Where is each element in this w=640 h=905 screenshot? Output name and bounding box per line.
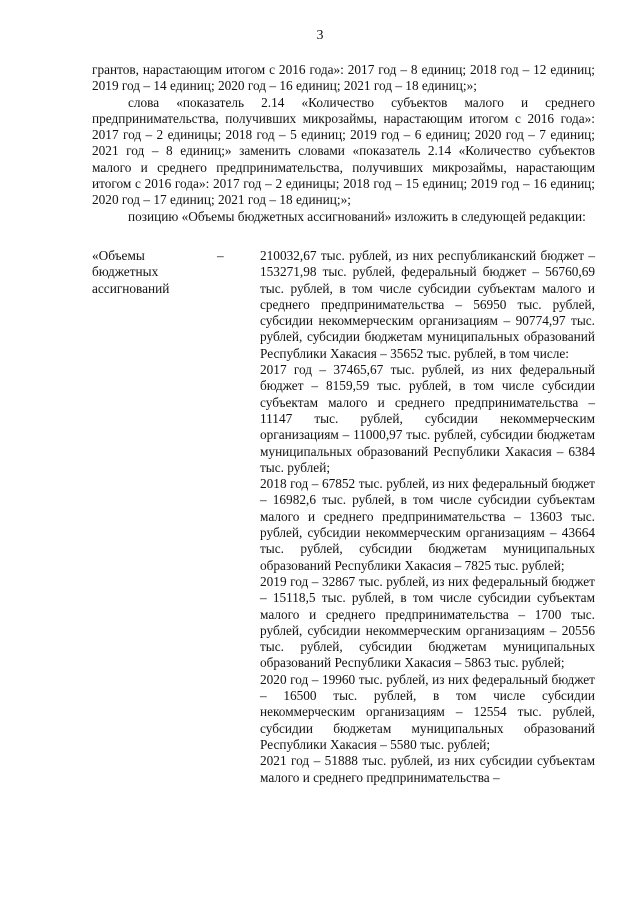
entry-2018: 2018 год – 67852 тыс. рублей, из них федеральный бюджет – 16982,6 тыс. рублей, в том числе субсидии субъектам малого и среднего предпринимательства – 13603 тыс. рублей, субсидии некоммерческим организациям – 43664 тыс. рублей, субсидии бюджетам муниципальных образований Республики Хакасия – 7825 тыс. рублей;	[260, 476, 595, 573]
entry-total: 210032,67 тыс. рублей, из них республиканский бюджет – 153271,98 тыс. рублей, федеральный бюджет – 56760,69 тыс. рублей, в том числе субсидии субъектам малого и среднего предпринимательства – 56950 тыс. рублей, субсидии некоммерческим организациям – 90774,97 тыс. рублей, субсидии бюджетам муниципальных образований Республики Хакасия – 35652 тыс. рублей, в том числе:	[260, 248, 595, 361]
label-line: бюджетных	[92, 264, 159, 280]
table-label	[92, 248, 227, 297]
body-text	[92, 62, 595, 225]
label-dash: –	[217, 248, 224, 263]
entry-2019: 2019 год – 32867 тыс. рублей, из них федеральный бюджет – 15118,5 тыс. рублей, в том числе субсидии субъектам малого и среднего предпринимательства – 1700 тыс. рублей, субсидии некоммерческим организациям – 20556 тыс. рублей, субсидии бюджетам муниципальных образований Республики Хакасия – 5863 тыс. рублей;	[260, 573, 595, 671]
label-line: ассигнований	[92, 280, 170, 296]
entry-2021: 2021 год – 51888 тыс. рублей, из них субсидии субъектам малого и среднего предпринимательства –	[260, 753, 595, 785]
page-number: 3	[316, 28, 324, 43]
entry-2020: 2020 год – 19960 тыс. рублей, из них федеральный бюджет – 16500 тыс. рублей, в том числе субсидии некоммерческим организациям – 12554 тыс. рублей, субсидии бюджетам муниципальных образований Республики Хакасия – 5580 тыс. рублей;	[260, 671, 595, 752]
paragraph-replace-2-14: слова «показатель 2.14 «Количество субъектов малого и среднего предпринимательства, получивших микрозаймы, нарастающим итогом с 2016 года»: 2017 год – 2 единицы; 2018 год – 5 единиц; 2019 год – 6 единиц; 2020 год – 7 единиц; 2021 год – 8 единиц;» заменить словами «показатель 2.14 «Количество субъектов малого и среднего предпринимательства, получивших микрозаймы, нарастающим итогом с 2016 года»: 2017 год – 2 единицы; 2018 год – 15 единиц; 2019 год – 16 единиц; 2020 год – 17 единиц; 2021 год – 18 единиц;»;	[92, 94, 595, 208]
table-content	[260, 248, 595, 786]
paragraph-grants: грантов, нарастающим итогом с 2016 года»: 2017 год – 8 единиц; 2018 год – 12 единиц; 2019 год – 14 единиц; 2020 год – 16 единиц; 2021 год – 18 единиц;»;	[92, 62, 595, 94]
label-line: «Объемы	[92, 248, 145, 263]
paragraph-position: позицию «Объемы бюджетных ассигнований» изложить в следующей редакции:	[128, 208, 586, 224]
entry-2017: 2017 год – 37465,67 тыс. рублей, из них федеральный бюджет – 8159,59 тыс. рублей, в том числе субсидии субъектам малого и среднего предпринимательства – 11147 тыс. рублей, субсидии некоммерческим организациям – 11000,97 тыс. рублей, субсидии бюджетам муниципальных образований Республики Хакасия – 6384 тыс. рублей;	[260, 362, 595, 475]
